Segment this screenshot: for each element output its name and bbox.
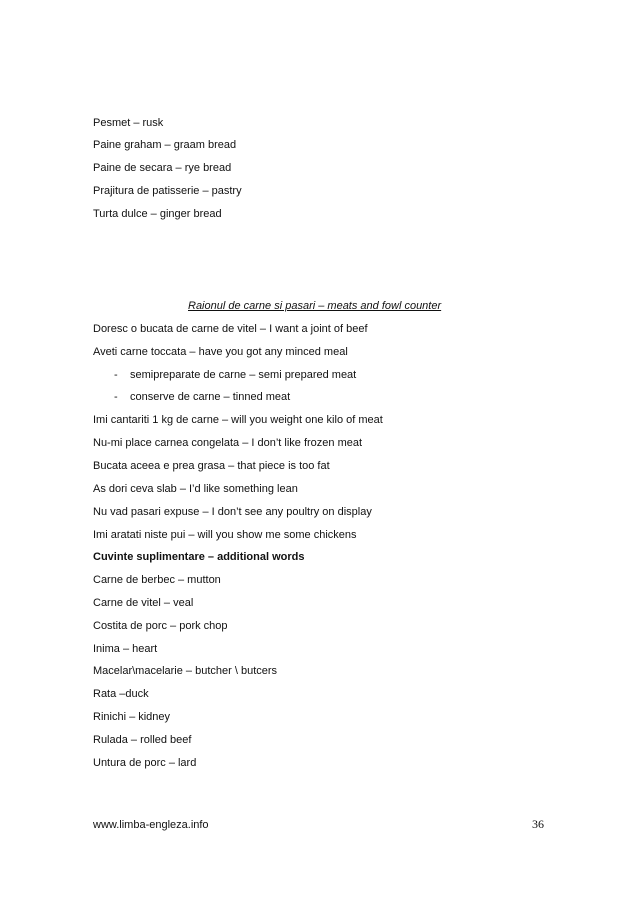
phrase-line: Nu-mi place carnea congelata – I don’t like frozen meat	[93, 437, 363, 449]
phrase-line: As dori ceva slab – I’d like something lean	[93, 483, 298, 495]
word-line: Costita de porc – pork chop	[93, 620, 228, 632]
word-line: Carne de vitel – veal	[93, 597, 194, 609]
phrase-line: Imi cantariti 1 kg de carne – will you weight one kilo of meat	[93, 414, 383, 426]
bread-line: Paine graham – graam bread	[93, 139, 237, 151]
meat-line: Doresc o bucata de carne de vitel – I want a joint of beef	[93, 323, 368, 335]
word-line: Carne de berbec – mutton	[93, 574, 221, 586]
section-heading: Raionul de carne si pasari – meats and fowl counter	[188, 300, 442, 312]
page-number: 36	[532, 817, 544, 831]
bread-line: Pesmet – rusk	[93, 117, 164, 129]
bread-line: Turta dulce – ginger bread	[93, 208, 222, 220]
footer-website: www.limba-engleza.info	[93, 819, 209, 831]
bread-line: Paine de secara – rye bread	[93, 162, 232, 174]
word-line: Rata –duck	[93, 688, 149, 700]
bullet-dash: -	[114, 391, 118, 403]
word-line: Untura de porc – lard	[93, 757, 197, 769]
bullet-item: semipreparate de carne – semi prepared meat	[130, 369, 357, 381]
word-line: Rinichi – kidney	[93, 711, 171, 723]
word-line: Macelar\macelarie – butcher \ butcers	[93, 665, 278, 677]
meat-line: Aveti carne toccata – have you got any minced meal	[93, 346, 348, 358]
phrase-line: Imi aratati niste pui – will you show me some chickens	[93, 529, 357, 541]
word-line: Rulada – rolled beef	[93, 734, 192, 746]
bread-line: Prajitura de patisserie – pastry	[93, 185, 242, 197]
phrase-line: Nu vad pasari expuse – I don’t see any poultry on display	[93, 506, 372, 518]
bullet-item: conserve de carne – tinned meat	[130, 391, 291, 403]
additional-words-heading: Cuvinte suplimentare – additional words	[93, 551, 305, 563]
word-line: Inima – heart	[93, 643, 158, 655]
bullet-dash: -	[114, 369, 118, 381]
phrase-line: Bucata aceea e prea grasa – that piece is too fat	[93, 460, 330, 472]
